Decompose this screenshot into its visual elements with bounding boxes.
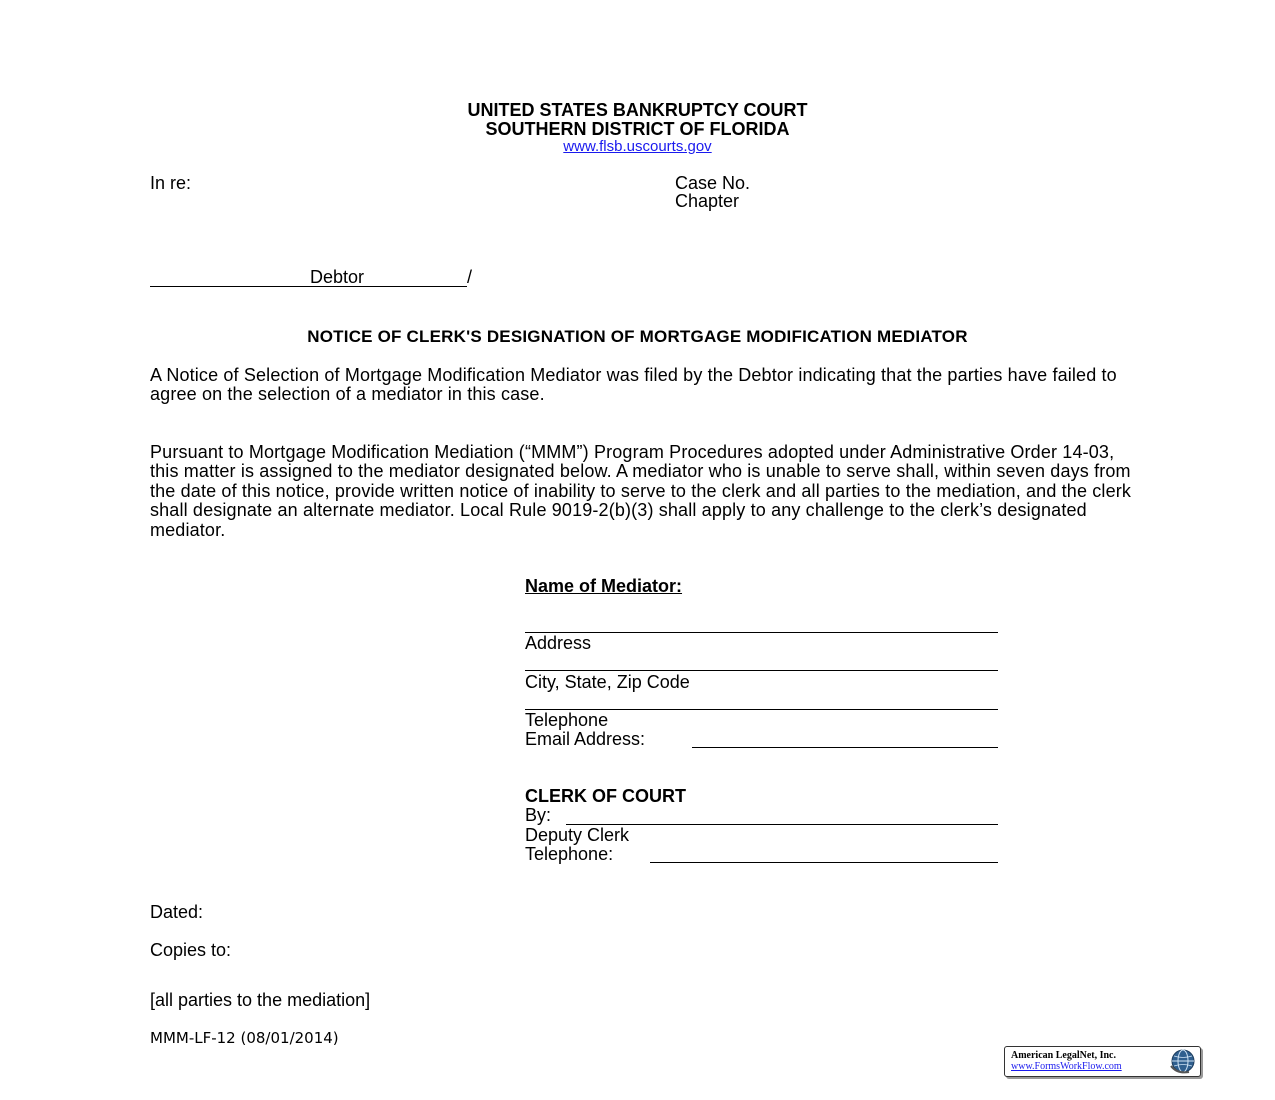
debtor-line (150, 286, 467, 287)
district-name: SOUTHERN DISTRICT OF FLORIDA (485, 119, 790, 139)
caption-slash: / (467, 267, 473, 287)
mediator-heading: Name of Mediator: (525, 576, 683, 596)
logo-company-name: American LegalNet, Inc. (1011, 1050, 1116, 1061)
mediator-name-line (525, 632, 998, 633)
american-legalnet-logo (1004, 1046, 1201, 1077)
copies-parties: [all parties to the mediation] (150, 990, 371, 1010)
case-no-label: Case No. (675, 173, 751, 193)
chapter-label: Chapter (675, 191, 740, 211)
email-line (692, 747, 998, 748)
clerk-telephone-line (650, 862, 998, 863)
email-label: Email Address: (525, 729, 646, 749)
in-re-label: In re: (150, 173, 192, 193)
address-line (525, 670, 998, 671)
by-signature-line (566, 824, 998, 825)
form-id: MMM-LF-12 (08/01/2014) (150, 1029, 339, 1047)
globe-icon (1169, 1048, 1197, 1074)
court-name: UNITED STATES BANKRUPTCY COURT (467, 100, 808, 120)
telephone-label: Telephone (525, 710, 609, 730)
deputy-clerk-label: Deputy Clerk (525, 825, 630, 845)
clerk-telephone-label: Telephone: (525, 844, 614, 864)
copies-to-label: Copies to: (150, 940, 232, 960)
paragraph-mmm-procedures: Pursuant to Mortgage Modification Mediation (“MMM”) Program Procedures adopted under Administrative Order 14-03, this matter is assigned to the mediator designated below. A mediator who is unable to serve shall, within seven days from the date of this notice, provide written notice of inability to serve to the clerk and all parties to the mediation, and the clerk shall designate an alternate mediator. Local Rule 9019-2(b)(3) shall apply to any challenge to the clerk’s designated mediator. (150, 442, 1132, 540)
dated-label: Dated: (150, 902, 204, 922)
logo-url-link[interactable]: www.FormsWorkFlow.com (1011, 1061, 1122, 1072)
address-label: Address (525, 633, 592, 653)
paragraph-selection-notice: A Notice of Selection of Mortgage Modification Mediator was filed by the Debtor indicating that the parties have failed to agree on the selection of a mediator in this case. (150, 365, 1117, 405)
city-state-zip-label: City, State, Zip Code (525, 672, 690, 692)
court-website-link[interactable]: www.flsb.uscourts.gov (563, 138, 712, 155)
by-label: By: (525, 805, 552, 825)
page-title: NOTICE OF CLERK'S DESIGNATION OF MORTGAGE MODIFICATION MEDIATOR (307, 327, 968, 346)
debtor-label: Debtor (310, 267, 365, 287)
clerk-heading: CLERK OF COURT (525, 786, 686, 806)
